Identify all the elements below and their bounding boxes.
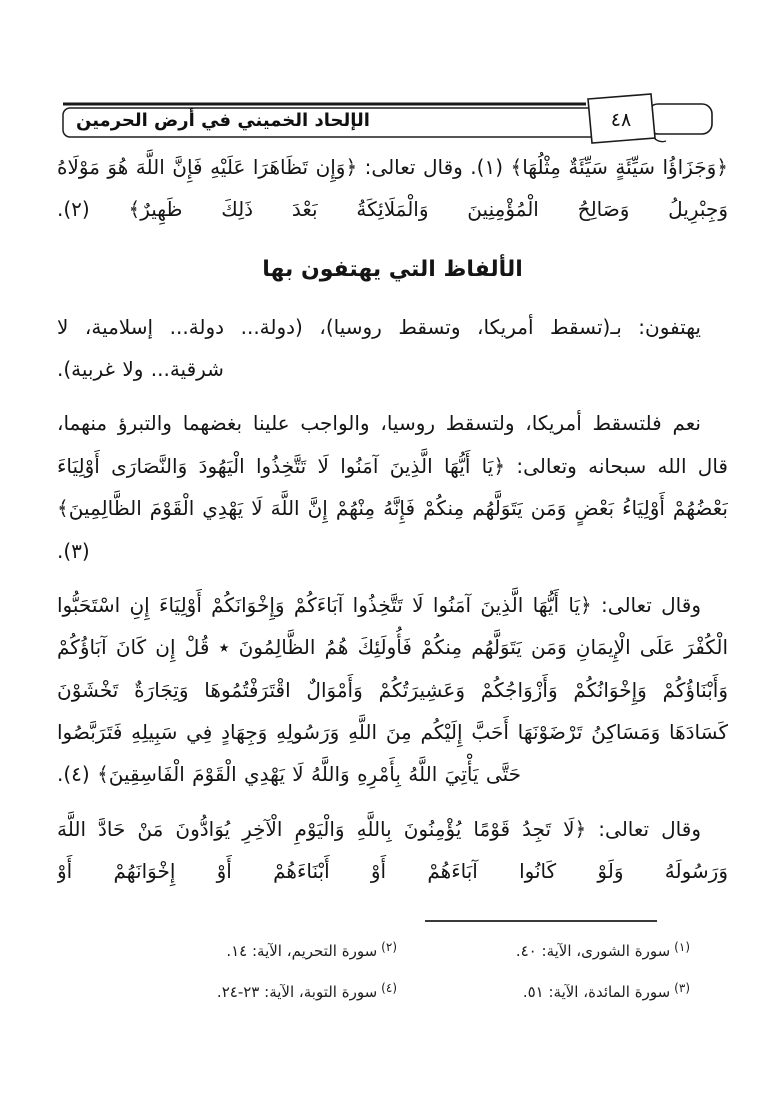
page-number: ٤٨ <box>610 109 632 131</box>
footnotes <box>144 920 690 1003</box>
paragraph-quran-tawbah: وقال تعالى: ﴿يَا أَيُّهَا الَّذِينَ آمَنُوا لَا تَتَّخِذُوا آبَاءَكُمْ وَإِخْوَانَكُمْ أَوْلِيَاءَ إِنِ اسْتَحَبُّوا الْكُفْرَ عَلَى الْإِيمَانِ وَمَن يَتَوَلَّهُم مِنكُمْ فَأُولَئِكَ هُمُ الظَّالِمُونَ ٭ قُلْ إِن كَانَ آبَاؤُكُمْ وَأَبْنَاؤُكُمْ وَإِخْوَانُكُمْ وَأَزْوَاجُكُمْ وَعَشِيرَتُكُمْ وَأَمْوَالٌ اقْتَرَفْتُمُوهَا وَتِجَارَةٌ تَخْشَوْنَ كَسَادَهَا وَمَسَاكِنُ تَرْضَوْنَهَا أَحَبَّ إِلَيْكُم مِنَ اللَّهِ وَرَسُولِهِ وَجِهَادٍ فِي سَبِيلِهِ فَتَرَبَّصُوا حَتَّى يَأْتِيَ اللَّهُ بِأَمْرِهِ وَاللَّهُ لَا يَهْدِي الْقَوْمَ الْفَاسِقِينَ﴾ (٤). <box>57 592 728 787</box>
footnote-3-marker: (٣) <box>674 980 690 995</box>
footnote-1 <box>437 938 690 963</box>
footnote-2-marker: (٢) <box>381 940 397 954</box>
footnote-grid <box>144 938 690 1003</box>
footnote-4-marker: (٤) <box>381 980 397 995</box>
footnote-1-marker: (١) <box>674 940 690 954</box>
footnote-4-text: سورة التوبة، الآية: ٢٣-٢٤. <box>216 982 378 1001</box>
footnote-3-text: سورة المائدة، الآية: ٥١. <box>522 982 671 1001</box>
footnote-4 <box>144 979 397 1004</box>
paragraph-quran-shura-tahrim: ﴿وَجَزَاؤُا سَيِّئَةٍ سَيِّئَةٌ مِثْلُهَا﴾ (١). وقال تعالى: ﴿وَإِن تَظَاهَرَا عَلَيْهِ فَإِنَّ اللَّهَ هُوَ مَوْلَاهُ وَجِبْرِيلُ وَصَالِحُ الْمُؤْمِنِينَ وَالْمَلَائِكَةُ بَعْدَ ذَلِكَ ظَهِيرٌ﴾ (٢). <box>57 155 728 222</box>
paragraph-quran-mujadilah: وقال تعالى: ﴿لَا تَجِدُ قَوْمًا يُؤْمِنُونَ بِاللَّهِ وَالْيَوْمِ الْآخِرِ يُوَادُّونَ مَنْ حَادَّ اللَّهَ وَرَسُولَهُ وَلَوْ كَانُوا آبَاءَهُمْ أَوْ أَبْنَاءَهُمْ أَوْ إِخْوَانَهُمْ أَوْ <box>57 816 728 884</box>
footnote-3 <box>437 979 690 1004</box>
paragraph-response-quran-maidah: نعم فلتسقط أمريكا، ولتسقط روسيا، والواجب علينا بغضهما والتبرؤ منهما، قال الله سبحانه وتعالى: ﴿يَا أَيُّهَا الَّذِينَ آمَنُوا لَا تَتَّخِذُوا الْيَهُودَ وَالنَّصَارَى أَوْلِيَاءَ بَعْضُهُمْ أَوْلِيَاءُ بَعْضٍ وَمَن يَتَوَلَّهُم مِنكُمْ فَإِنَّهُ مِنْهُمْ إِنَّ اللَّهَ لَا يَهْدِي الْقَوْمَ الظَّالِمِينَ﴾ (٣). <box>57 411 728 563</box>
page-body <box>57 146 728 918</box>
ribbon-end-shape <box>648 104 712 134</box>
header-title: الإلحاد الخميني في أرض الحرمين <box>76 110 370 131</box>
paragraph-chants: يهتفون: بـ(تسقط أمريكا، وتسقط روسيا)، (دولة... دولة... إسلامية، لا شرقية... ولا غربية). <box>57 314 701 381</box>
footnote-separator <box>425 920 657 922</box>
footnote-2-text: سورة التحريم، الآية: ١٤. <box>226 942 378 960</box>
footnote-2 <box>144 938 397 963</box>
section-heading: الألفاظ التي يهتفون بها <box>262 256 523 282</box>
footnote-1-text: سورة الشورى، الآية: ٤٠. <box>515 942 671 960</box>
